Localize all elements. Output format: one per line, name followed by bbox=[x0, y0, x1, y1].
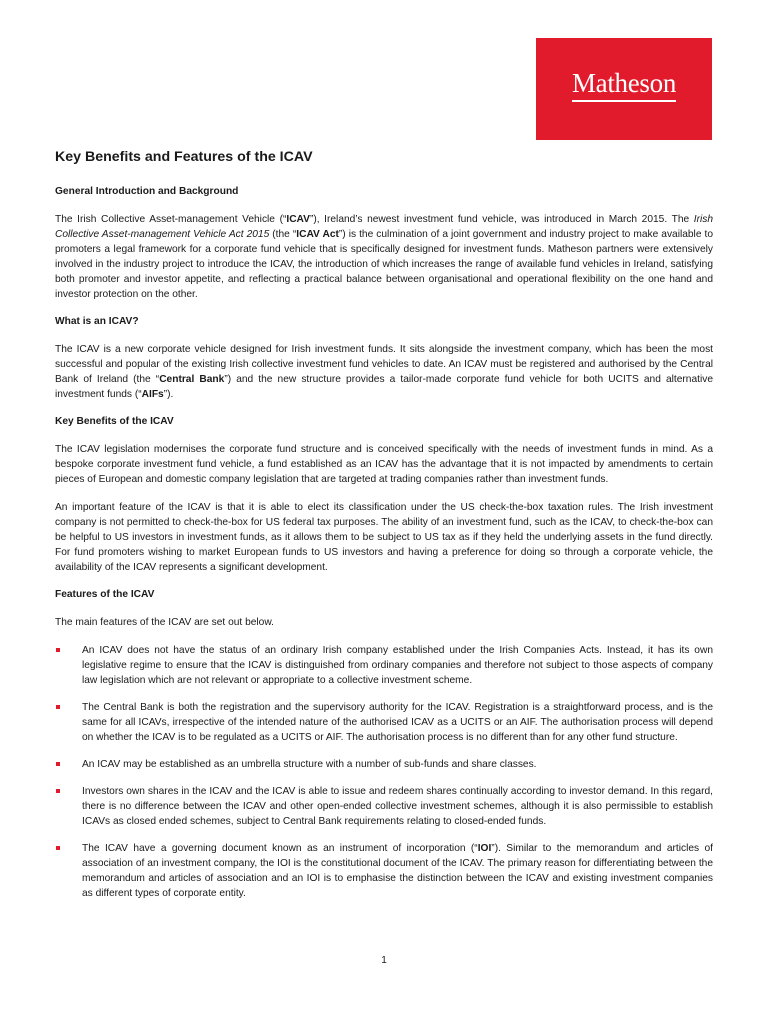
list-item: An ICAV may be established as an umbrella structure with a number of sub-funds and share classes. bbox=[55, 757, 713, 772]
section-heading-what-is: What is an ICAV? bbox=[55, 316, 139, 327]
list-item: The ICAV have a governing document known as an instrument of incorporation (“IOI”). Similar to the memorandum and articles of association of an investment company, the IOI is the constitutional document of the ICAV. The primary reason for differentiating between the memorandum and articles of association and an IOI is to emphasise the distinction between the ICAV and existing investment companies as different types of corporate entity. bbox=[55, 841, 713, 901]
section-heading-key-benefits: Key Benefits of the ICAV bbox=[55, 416, 174, 427]
what-is-paragraph: The ICAV is a new corporate vehicle designed for Irish investment funds. It sits alongside the investment company, which has been the most successful and popular of the existing Irish collective investment fund vehicles to date. An ICAV must be registered and authorised by the Central Bank of Ireland (the “Central Bank”) and the new structure provides a tailor-made corporate fund vehicle for both UCITS and alternative investment funds (“AIFs”). bbox=[55, 344, 713, 400]
document-body bbox=[55, 148, 713, 913]
list-item: The Central Bank is both the registration and the supervisory authority for the ICAV. Registration is a straightforward process, and is the same for all ICAVs, irrespective of the intended nature of the authorised ICAV as a UCITS or an AIF. The authorisation process will depend on whether the ICAV is to be regulated as a UCITS or AIF. The authorisation process is no different than for any other fund structure. bbox=[55, 700, 713, 745]
bullet-icon bbox=[56, 789, 60, 793]
document-title: Key Benefits and Features of the ICAV bbox=[55, 149, 313, 165]
bullet-icon bbox=[56, 648, 60, 652]
features-intro: The main features of the ICAV are set out below. bbox=[55, 617, 274, 628]
benefits-paragraph: An important feature of the ICAV is that it is able to elect its classification under the US check-the-box taxation rules. The Irish investment company is not permitted to check-the-box for US federal tax purposes. The ability of an investment fund, such as the ICAV, to check-the-box can be helpful to US investors in investment funds, as it allows them to be subject to US tax as if they held the underlying assets in the fund directly. For fund promoters wishing to market European funds to US investors and having a preference for doing so through a corporate vehicle, the availability of the ICAV represents a significant development. bbox=[55, 502, 713, 573]
bullet-icon bbox=[56, 705, 60, 709]
list-item: Investors own shares in the ICAV and the ICAV is able to issue and redeem shares continually according to investor demand. In this regard, there is no difference between the ICAV and other open-ended collective investment schemes, although it is also permissible to establish ICAVs as closed ended schemes, subject to Central Bank requirements relating to closed-ended funds. bbox=[55, 784, 713, 829]
list-item: An ICAV does not have the status of an ordinary Irish company established under the Irish Companies Acts. Instead, it has its own legislative regime to ensure that the ICAV is distinguished from ordinary companies and therefore not subject to those aspects of company law legislation which are not relevant or appropriate to a collective investment scheme. bbox=[55, 643, 713, 688]
benefits-paragraph: The ICAV legislation modernises the corporate fund structure and is conceived specifically with the needs of investment funds in mind. As a bespoke corporate investment fund vehicle, a fund established as an ICAV has the advantage that it is not impacted by amendments to certain pieces of European and domestic company legislation that are targeted at trading companies rather than investment funds. bbox=[55, 444, 713, 485]
logo-text: Matheson bbox=[572, 68, 676, 102]
bullet-icon bbox=[56, 762, 60, 766]
bullet-icon bbox=[56, 846, 60, 850]
features-list bbox=[55, 643, 713, 901]
intro-paragraph: The Irish Collective Asset-management Vehicle (“ICAV”), Ireland’s newest investment fund vehicle, was introduced in March 2015. The Irish Collective Asset-management Vehicle Act 2015 (the “ICAV Act”) is the culmination of a joint government and industry project to make available to promoters a legal framework for a corporate fund vehicle that is specifically designed for investment funds. Matheson partners were extensively involved in the industry project to introduce the ICAV, the introduction of which increases the range of available fund vehicles in Ireland, satisfying both promoter and investor appetite, and reflecting a practical balance between organisational and operational flexibility on the one hand and investor protection on the other. bbox=[55, 214, 714, 300]
page-number: 1 bbox=[381, 955, 387, 966]
section-heading-introduction: General Introduction and Background bbox=[55, 186, 239, 197]
matheson-logo bbox=[536, 38, 712, 140]
section-heading-features: Features of the ICAV bbox=[55, 589, 155, 600]
